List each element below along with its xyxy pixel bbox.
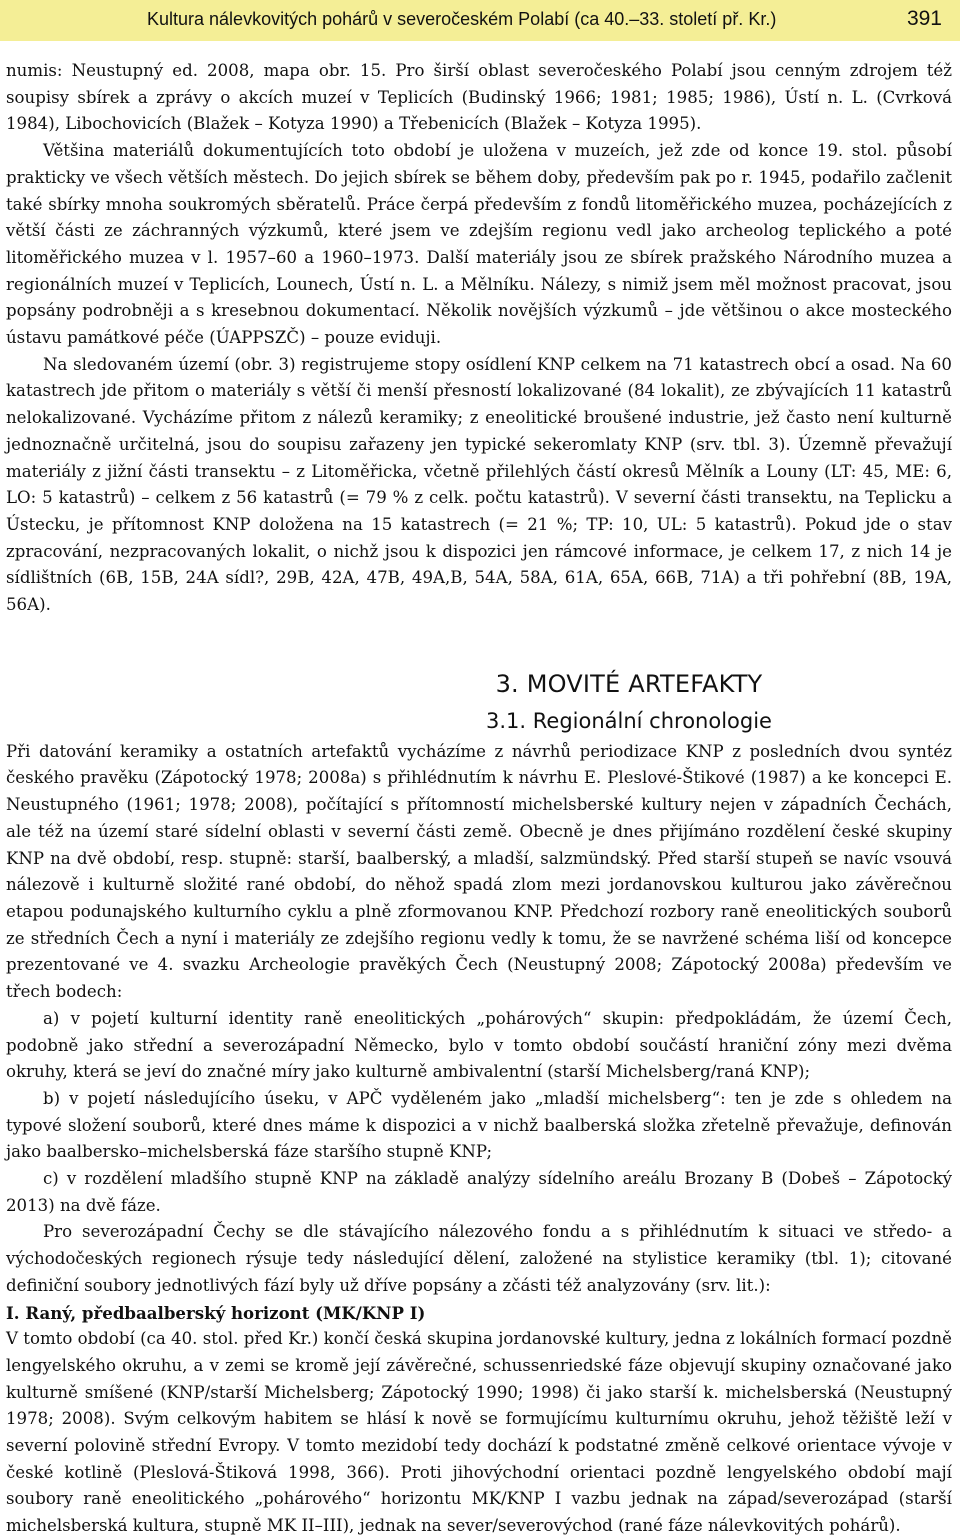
paragraph-museums: Většina materiálů dokumentujících toto období je uložena v muzeích, jež zde od konce 19. stol. působí prakticky ve všech větších městech. Do jejich sbírek se během doby, především pak po r. 1945, podařilo začlenit také sbírky mnoha soukromých sběratelů. Práce čerpá především z fondů litoměřického muzea, pocházejících z větší části ze záchranných výzkumů, které jsem ve zdejším regionu vedl jako archeolog teplického a poté litoměřického muzea v l. 1957–60 a 1960–1973. Další materiály jsou ze sbírek pražského Národního muzea a regionálních muzeí v Teplicích, Lounech, Ústí n. L. a Mělníku. Nálezy, s nimiž jsem měl možnost pracovat, jsou popsány podrobněji a s kresebnou dokumentací. Několik novějších výzkumů – jde většinou o akce mosteckého ústavu památkové péče (ÚAPPSZČ) – pouze eviduji. bbox=[6, 141, 952, 348]
paragraph-early-horizon: V tomto období (ca 40. stol. před Kr.) končí česká skupina jordanovské kultury, jedna z lokálních formací pozdně lengyelského okruhu, a v zemi se kromě její závěrečné, schussenriedské fáze objevují skupiny označované jako kulturně smíšené (KNP/starší Michelsberg; Zápotocký 1990; 1998) či jako starší k. michelsberská (Neustupný 1978; 2008). Svým celkovým habitem se hlásí k nově se formujícímu kulturnímu okruhu, jehož těžiště leží v severní polovině střední Evropy. V tomto mezidobí tedy dochází k podstatné změně celkové orientace vývoje v české kotlině (Pleslová-Štiková 1998, 366). Proti jihovýchodní orientaci pozdně lengyelského období mají soubory raně eneolitického „pohárového“ horizontu MK/KNP I vazbu jednak na západ/severozápad (starší michelsberská kultura, stupně MK II–III), jednak na sever/severovýchod (rané fáze nálevkovitých pohárů). bbox=[6, 1329, 952, 1536]
paragraph-territory: Na sledovaném území (obr. 3) registrujeme stopy osídlení KNP celkem na 71 katastrech obcí a osad. Na 60 katastrech jde přitom o materiály s větší či menší přesností lokalizované (84 lokalit), ze zbývajících 11 katastrů nelokalizované. Vycházíme přitom z nálezů keramiky; z eneolitické broušené industrie, jež často není kulturně jednoznačně určitelná, jsou do soupisu zařazeny jen typické sekeromlaty KNP (srv. tbl. 3). Územně převažují materiály z jižní části transektu – z Litoměřicka, včetně přilehlých částí okresů Mělník a Louny (LT: 45, ME: 6, LO: 5 katastrů) – celkem z 56 katastrů (= 79 % z celk. počtu katastrů). V severní části transektu, na Teplicku a Ústecku, je přítomnost KNP doložena na 15 katastrech (= 21 %; TP: 10, UL: 5 katastrů). Pokud jde o stav zpracování, nezpracovaných lokalit, o nichž jsou k dispozici jen rámcové informace, je celkem 17, z nich 14 je sídlištních (6B, 15B, 24A sídl?, 29B, 42A, 47B, 49A,B, 54A, 58A, 61A, 65A, 66B, 71A) a tři pohřební (8B, 19A, 56A). bbox=[6, 354, 952, 615]
section-heading-block bbox=[306, 669, 952, 735]
list-item-b: b) v pojetí následujícího úseku, v APČ vyděleném jako „mladší michelsberg“: ten je zde s ohledem na typové složení souborů, které dnes máme k dispozici a v nichž baalberská složka zřetelně převažuje, definován jako baalbersko–michelsberská fáze staršího stupně KNP; bbox=[6, 1088, 952, 1162]
paragraph-division: Pro severozápadní Čechy se dle stávajícího nálezového fondu a s přihlédnutím k situaci ve středo- a východočeských regionech rýsuje tedy následující dělení, založené na stylistice keramiky (tbl. 1); citované definiční soubory jednotlivých fází byly už dříve popsány a zčásti též analyzovány (srv. lit.): bbox=[6, 1222, 952, 1295]
article-body bbox=[6, 58, 952, 1540]
horizon-heading: I. Raný, předbaalberský horizont (MK/KNP I) bbox=[6, 1302, 426, 1323]
paragraph-sources: numis: Neustupný ed. 2008, mapa obr. 15. Pro širší oblast severočeského Polabí jsou cenným zdrojem též soupisy sbírek a zprávy o akcích muzeí v Teplicích (Budinský 1966; 1981; 1985; 1986), Ústí n. L. (Cvrková 1984), Libochovicích (Blažek – Kotyza 1990) a Třebenicích (Blažek – Kotyza 1995). bbox=[6, 61, 952, 134]
list-item-c: c) v rozdělení mladšího stupně KNP na základě analýzy sídelního areálu Brozany B (Dobeš – Zápotocký 2013) na dvě fáze. bbox=[6, 1169, 952, 1215]
running-title: Kultura nálevkovitých pohárů v severočeském Polabí (ca 40.–33. století př. Kr.) bbox=[147, 9, 777, 29]
running-header bbox=[0, 0, 960, 41]
paragraph-chronology: Při datování keramiky a ostatních artefaktů vycházíme z návrhů periodizace KNP z posledních dvou syntéz českého pravěku (Zápotocký 1978; 2008a) s přihlédnutím k návrhu E. Pleslové-Štikové (1987) a ke koncepci E. Neustupného (1961; 1978; 2008), počítající s přítomností michelsberské kultury nejen v západních Čechách, ale též na území staré sídelní oblasti v severní části země. Obecně je dnes přijímáno rozdělení české skupiny KNP na dvě období, resp. stupně: starší, baalberský, a mladší, salzmündský. Před starší stupeň se navíc vsouvá nálezově i kulturně složité rané období, do něhož spadá zlom mezi jordanovskou kulturou jako závěrečnou etapou podunajského kulturního cyklu a plně zformovanou KNP. Předchozí rozbory raně eneolitických souborů ze středních Čech a nyní i materiály ze zdejšího regionu vedly k tomu, že se navržené schéma liší od koncepce prezentované ve 4. svazku Archeologie pravěkých Čech (Neustupný 2008; Zápotocký 2008a) především ve třech bodech: bbox=[6, 741, 952, 1002]
subsection-heading: 3.1. Regionální chronologie bbox=[486, 708, 772, 733]
section-heading: 3. MOVITÉ ARTEFAKTY bbox=[495, 669, 763, 698]
page-number: 391 bbox=[906, 7, 942, 30]
list-item-a: a) v pojetí kulturní identity raně eneolitických „pohárových“ skupin: předpokládám, že území Čech, podobně jako střední a severozápadní Německo, bylo v tomto období součástí hraniční zóny mezi dvěma okruhy, která se jeví do značné míry jako kulturně ambivalentní (starší Michelsberg/raná KNP); bbox=[6, 1008, 952, 1082]
